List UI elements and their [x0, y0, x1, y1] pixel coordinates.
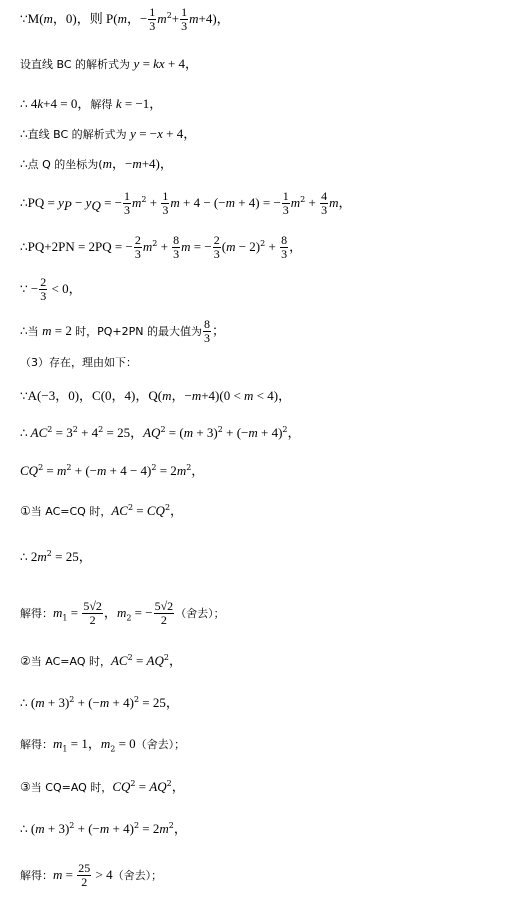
solution-line: ∴ $(m + 3)^2 + (-m + 4)^2 = 2m^2$，: [20, 821, 187, 836]
fraction: $\frac{4}{3}$: [321, 189, 328, 217]
solution-line: ∴ $(m + 3)^2 + (-m + 4)^2 = 25$，: [20, 695, 179, 710]
fraction: $\frac{2}{3}$: [213, 233, 220, 261]
solution-line: ∴ $AC^2 = 3^2 + 4^2 = 25$，$AQ^2 = (m + 3)^2 + (-m + 4)^2$，: [20, 425, 301, 440]
fraction: $\frac{8}{3}$: [281, 233, 288, 261]
solution-line: ∵A(−3，0)，C(0，4)，Q(m，−m+4)(0 < m < 4)，: [20, 388, 292, 403]
solution-line: ∴直线 BC 的解析式为 y = −x + 4，: [20, 126, 197, 141]
solution-line: 设直线 BC 的解析式为 y = kx + 4，: [20, 56, 199, 71]
fraction: $\frac{5√2}{2}$: [154, 599, 174, 627]
solution-line: $CQ^2 = m^2 + (-m + 4 - 4)^2 = 2m^2$，: [20, 463, 205, 478]
fraction: $\frac{1}{3}$: [149, 5, 156, 33]
solution-line: ∴点 Q 的坐标为(m，−m+4)，: [20, 156, 173, 171]
solution-line: ∵ − $\frac{2}{3}$ < 0，: [20, 275, 82, 303]
solution-line: ∴当 m = 2 时，PQ+2PN 的最大值为 $\frac{8}{3}$ ；: [20, 317, 226, 345]
fraction: $\frac{1}{3}$: [124, 189, 131, 217]
solution-line: ∴ 4k+4 = 0，解得 k = −1，: [20, 96, 163, 111]
solution-line: 解得：m = $\frac{25}{2}$ > 4（舍去）；: [20, 861, 163, 889]
fraction: $\frac{2}{3}$: [40, 275, 47, 303]
fraction: $\frac{1}{3}$: [162, 189, 169, 217]
solution-line: ∵M(m，0)，则 P(m，− $\frac{1}{3}$ $m^2+$ $\frac{1}{3}$ m+4)，: [20, 5, 230, 33]
fraction: $\frac{25}{2}$: [78, 861, 91, 889]
solution-line: （3）存在，理由如下：: [20, 356, 137, 369]
fraction: $\frac{2}{3}$: [134, 233, 141, 261]
solution-line: ∴ $2m^2 = 25$，: [20, 549, 92, 564]
fraction: $\frac{8}{3}$: [173, 233, 180, 261]
solution-line: ∴PQ+2PN = 2PQ = − $\frac{2}{3}$ $m^2$ + $\frac{8}{3}$ m = − $\frac{2}{3}$ $(m - 2)^2$ + $\frac{8}{3}$ ，: [20, 233, 303, 261]
solution-line: ③当 CQ=AQ 时，$CQ^2 = AQ^2$，: [20, 779, 185, 794]
fraction: $\frac{1}{3}$: [181, 5, 188, 33]
fraction: $\frac{1}{3}$: [282, 189, 289, 217]
fraction: $\frac{8}{3}$: [204, 317, 210, 345]
solution-line: ②当 AC=AQ 时，$AC^2 = AQ^2$，: [20, 653, 182, 668]
solution-line: 解得：$m_1$ = $\frac{5√2}{2}$ ，$m_2$ = − $\frac{5√2}{2}$ （舍去）；: [20, 599, 225, 627]
solution-line: ∴PQ = $y_P - y_Q$ = − $\frac{1}{3}$ $m^2$ + $\frac{1}{3}$ m + 4 − (−m + 4) = − $\frac{1}{3}$ $m^2$ + $\frac{4}{3}$ m，: [20, 189, 352, 217]
fraction: $\frac{5√2}{2}$: [83, 599, 102, 627]
solution-line: 解得：$m_1 = 1$，$m_2 = 0$（舍去）；: [20, 736, 186, 754]
solution-line: ①当 AC=CQ 时，$AC^2 = CQ^2$，: [20, 503, 184, 518]
